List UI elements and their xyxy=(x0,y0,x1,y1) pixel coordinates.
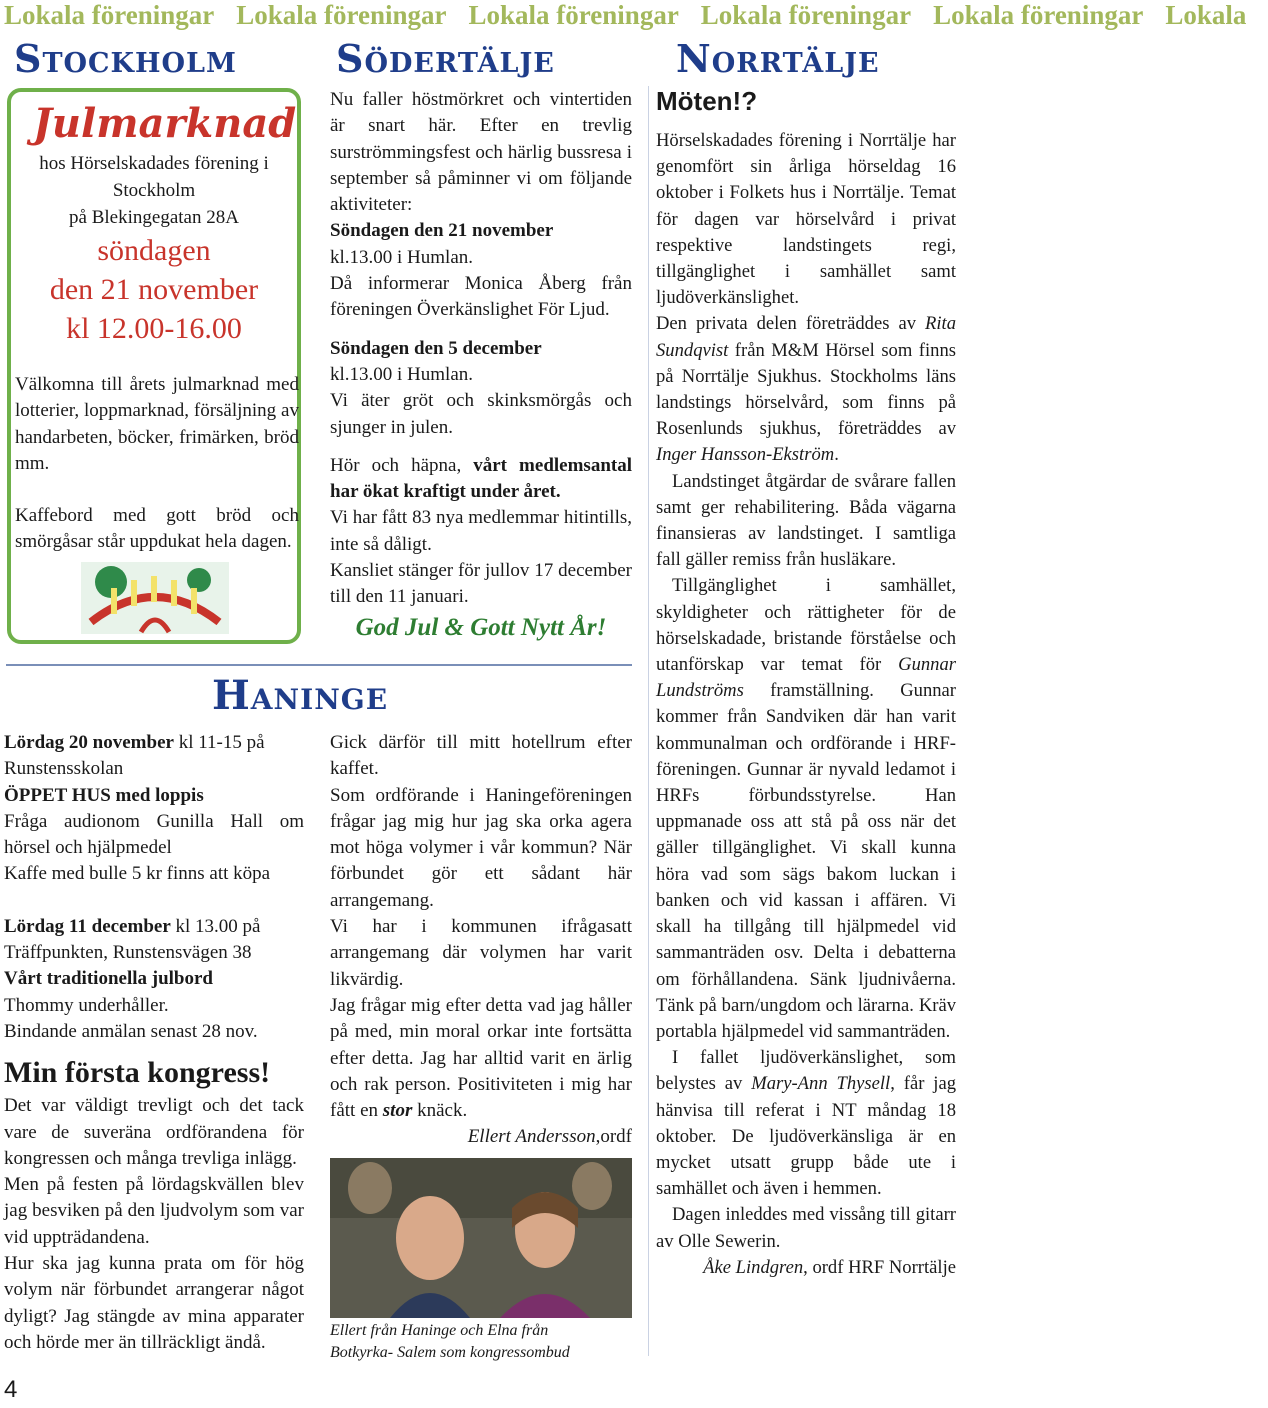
julmarknad-box xyxy=(7,88,301,644)
kongress-text: Hur ska jag kunna prata om för hög volym när förbundet arrangerar något dyligt? Jag stängde av mina apparater och hörde mer än tillräckligt ändå. xyxy=(4,1253,304,1353)
article-emphasis: stor xyxy=(382,1100,413,1122)
article-text: framställning. Gunnar kommer från Sandviken där han varit kommunalman och ordförande i HRF-föreningen. Gunnar är nyvald ledamot i HRFs förbundsstyrelse. Han uppmanade oss att stå på oss när det gäller tillgänglighet. Vi skall kunna höra vad som sägs bakom luckan i banken och vid kassan i affären. Vi skall ha tillgång till hjälpmedel vid sammanträden osv. Delta i debatterna om förhållandena. Sänk ljudnivåerna. Tänk på barn/ungdom och lärarna. Kräv portabla hjälpmedel vid sammanträden. xyxy=(656,680,956,1042)
article-text: Dagen inleddes med vissång till gitarr av Olle Sewerin. xyxy=(656,1204,956,1252)
signature-name: Ellert Andersson xyxy=(467,1126,596,1148)
signature-role: , ordf HRF Norrtälje xyxy=(803,1256,956,1278)
event-place: Träffpunkten, Runstensvägen 38 xyxy=(4,942,252,964)
article-text: Jag frågar mig efter detta vad jag håller på med, min moral orkar inte fortsätta efter detta. Jag har alltid varit en ärlig och rak person. Positiviteten i mig har fått en xyxy=(330,994,632,1122)
page-number: 4 xyxy=(4,1376,18,1403)
article-text: Den privata delen företräddes av xyxy=(656,313,925,335)
event-title: Vårt traditionella julbord xyxy=(4,968,213,990)
banner-text: Lokala föreningar xyxy=(700,0,912,30)
article-text: Hörselskadades förening i Norrtälje har genomfört sin årliga hörseldag 16 oktober i Folkets hus i Norrtälje. Temat för dagen var hörselvård i privat respektive landstingets regi, tillgänglighet i samhället samt ljudöverkänslighet. xyxy=(656,130,956,309)
event-heading: Söndagen den 21 november xyxy=(330,220,554,242)
banner-text: Lokala föreningar xyxy=(236,0,447,30)
caption-line: Ellert från Haninge och Elna från xyxy=(330,1322,549,1339)
caption-line: Botkyrka- Salem som kongressombud xyxy=(330,1344,570,1361)
event-time: kl 12.00-16.00 xyxy=(66,312,242,345)
photo-caption xyxy=(330,1320,632,1364)
divider xyxy=(6,664,632,666)
event-place: Runstensskolan xyxy=(4,758,124,780)
julmarknad-text: Kaffebord med gott bröd och smörgåsar står uppdukat hela dagen. xyxy=(15,505,299,553)
event-text: Thommy underhåller. xyxy=(4,994,169,1016)
person-name: Gunnar Lundströms xyxy=(656,654,956,702)
norrtalje-title: Möten!? xyxy=(656,86,758,116)
banner-text: Lokala föreningar xyxy=(933,0,1144,30)
person-name: Rita Sundqvist xyxy=(656,313,956,361)
article-text: Som ordförande i Haningeföreningen frågar jag mig hur jag ska orka agera mot höga volymer i vår kommun? När förbundet gör ett sådant här arrangemang. xyxy=(330,784,632,911)
julmarknad-text: Välkomna till årets julmarknad med lotterier, loppmarknad, försäljning av handarbeten, böcker, frimärken, bröd mm. xyxy=(15,374,299,474)
banner-text: Lokala föreningar xyxy=(4,0,215,30)
event-text: Bindande anmälan senast 28 nov. xyxy=(4,1020,258,1042)
event-title: ÖPPET HUS med loppis xyxy=(4,784,204,806)
heading-sodertalje: Södertälje xyxy=(336,36,555,81)
candle-holder-illustration xyxy=(81,562,229,634)
norrtalje-article xyxy=(656,128,956,1281)
event-time: kl 11-15 på xyxy=(173,732,265,753)
article-text: Vi har i kommunen ifrågasatt arrangemang där volymen har varit likvärdig. xyxy=(330,916,632,990)
event-text: Fråga audionom Gunilla Hall om hörsel och hjälpmedel xyxy=(4,810,304,859)
holiday-greeting: God Jul & Gott Nytt År! xyxy=(355,613,607,641)
event-time: kl 13.00 på xyxy=(170,915,261,937)
members-text: Vi har fått 83 nya medlemmar hitintills, inte så dåligt. xyxy=(330,507,632,555)
kongress-text: Det var väldigt trevligt och det tack vare de suveräna ordförandena för kongressen och många trevliga inlägg. xyxy=(4,1095,304,1169)
event-text: Vi äter gröt och skinksmörgås och sjunger in julen. xyxy=(330,390,632,438)
event-day: söndagen xyxy=(97,234,211,267)
host-line: Stockholm xyxy=(112,180,196,201)
event-time: kl.13.00 i Humlan. xyxy=(330,246,474,268)
article-text: knäck. xyxy=(412,1100,468,1122)
haninge-events xyxy=(4,730,304,1356)
article-text: I fallet ljudöverkänslighet, som belystes av xyxy=(656,1047,956,1095)
members-intro: Hör och häpna, xyxy=(330,454,474,476)
event-heading: Lördag 20 november xyxy=(4,732,174,753)
heading-haninge: Haninge xyxy=(212,672,389,719)
heading-norrtalje: Norrtälje xyxy=(676,36,880,81)
event-text: Kaffe med bulle 5 kr finns att köpa xyxy=(4,863,271,885)
heading-stockholm: Stockholm xyxy=(14,36,237,81)
event-date: den 21 november xyxy=(49,273,259,306)
section-banner xyxy=(0,0,1247,38)
kongress-text: Men på festen på lördagskvällen blev jag besviken på den ljudvolym som var vid uppträdandena. xyxy=(4,1174,304,1248)
person-name: Mary-Ann Thysell xyxy=(751,1073,891,1095)
kongress-title: Min första kongress! xyxy=(4,1056,271,1090)
event-heading: Söndagen den 5 december xyxy=(330,337,542,359)
banner-text: Lokala xyxy=(1165,0,1247,30)
banner-text: Lokala föreningar xyxy=(468,0,679,30)
sodertalje-intro: Nu faller höstmörkret och vintertiden är snart här. Efter en trevlig surströmmingsfest och härlig bussresa i september så påminner vi om följande aktiviteter: xyxy=(330,89,632,216)
host-line: hos Hörselskadades förening i xyxy=(39,153,269,174)
article-text: . xyxy=(834,444,839,466)
article-text: , får jag hänvisa till referat i NT måndag 18 oktober. De ljudöverkänsliga är en mycket utsatt grupp både ute i samhället och även i hemmen. xyxy=(656,1073,956,1200)
event-time: kl.13.00 i Humlan. xyxy=(330,363,474,385)
haninge-article xyxy=(330,730,632,1151)
kongress-photo xyxy=(330,1158,632,1318)
column-divider xyxy=(648,86,649,1356)
signature-name: Åke Lindgren xyxy=(703,1256,804,1278)
article-text: Tillgänglighet i samhället, skyldigheter och rättigheter för de hörselskadade, bristande förståelse och utanförskap var temat för xyxy=(656,575,956,676)
sodertalje-article xyxy=(330,87,632,645)
office-closing: Kansliet stänger för jullov 17 december till den 11 januari. xyxy=(330,560,632,608)
person-name: Inger Hansson-Ekström xyxy=(656,444,835,466)
julmarknad-title: Julmarknad xyxy=(33,100,297,147)
article-text: Gick därför till mitt hotellrum efter kaffet. xyxy=(330,732,632,780)
event-heading: Lördag 11 december xyxy=(4,915,171,937)
host-line: på Blekingegatan 28A xyxy=(69,207,239,228)
signature-role: ,ordf xyxy=(595,1126,632,1148)
members-highlight: vårt medlemsantal har ökat kraftigt under året. xyxy=(330,454,632,503)
article-text: från M&M Hörsel som finns på Norrtälje Sjukhus. Stockholms läns landstings hörselvård, som finns på Rosenlunds sjukhus, företräddes av xyxy=(656,339,956,440)
event-text: Då informerar Monica Åberg från föreningen Överkänslighet För Ljud. xyxy=(330,273,632,321)
article-text: Landstinget åtgärdar de svårare fallen samt ger rehabilitering. Båda vägarna finansieras av landstinget. I samtliga fall gäller remiss från husläkare. xyxy=(656,470,956,571)
